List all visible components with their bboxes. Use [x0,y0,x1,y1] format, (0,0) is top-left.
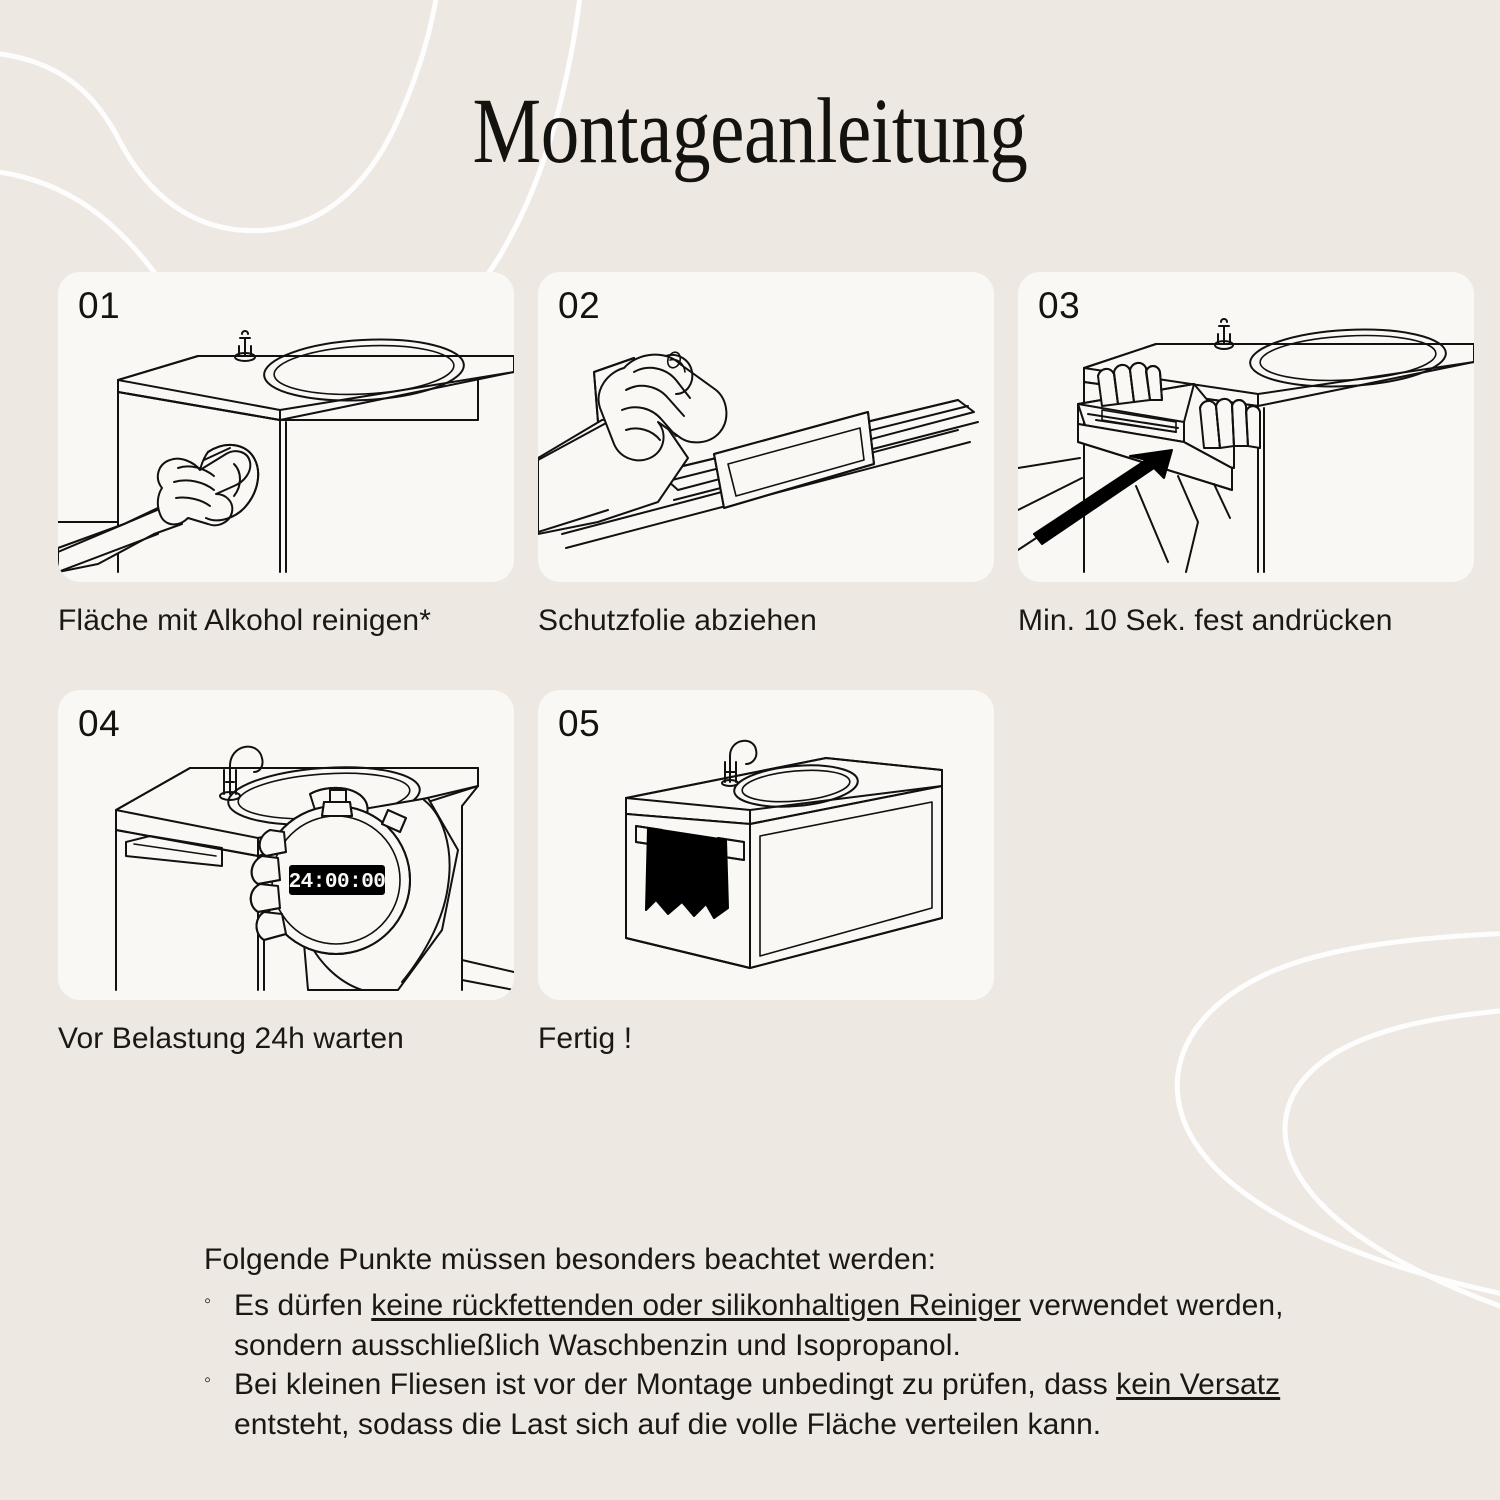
step-01-caption: Fläche mit Alkohol reinigen* [58,604,431,637]
note-lead: Bei kleinen Fliesen ist vor der Montage unbedingt zu prüfen, dass [234,1368,1117,1402]
note-tail: verwendet werden, sondern ausschließlich Waschbenzin und Isopropanol. [234,1289,1284,1362]
illustration-wait-24h [58,690,514,1000]
page-title: Montageanleitung [472,80,1028,183]
note-item [204,1286,1324,1365]
step-02 [538,272,994,638]
note-tail: entsteht, sodass die Last sich auf die volle Fläche verteilen kann. [234,1407,1102,1441]
step-05-caption: Fertig ! [538,1022,633,1055]
note-bullet-icon: ◦ [204,1369,212,1392]
stopwatch-display: 24:00:00 [288,871,386,894]
step-01-card [58,272,514,582]
note-underlined: keine rückfettenden oder silikonhaltigen Reiniger [371,1289,1021,1322]
note-item [204,1365,1324,1444]
step-02-caption: Schutzfolie abziehen [538,604,817,637]
step-01 [58,272,514,638]
note-bullet-icon: ◦ [204,1290,212,1312]
illustration-press-firmly [1018,272,1474,582]
note-lead: Es dürfen [234,1289,372,1322]
notes-heading: Folgende Punkte müssen besonders beachtet werden: [204,1243,937,1276]
pressure-arrow [1034,450,1172,544]
step-02-card [538,272,994,582]
step-04 [58,690,514,1056]
step-05-card [538,690,994,1000]
illustration-peel-film [538,272,994,582]
step-02-number: 02 [558,285,601,326]
illustration-clean-surface [58,272,514,582]
step-05-number: 05 [558,703,601,744]
illustration-finished [538,690,994,1000]
note-text [234,1365,1324,1444]
step-04-card [58,690,514,1000]
notes-section [204,1243,1324,1444]
step-03-card [1018,272,1474,582]
step-03 [1018,272,1474,638]
step-03-number: 03 [1038,285,1081,326]
note-underlined: kein Versatz [1116,1368,1281,1402]
step-01-number: 01 [78,285,121,326]
note-text [234,1286,1324,1365]
step-04-caption: Vor Belastung 24h warten [58,1022,404,1055]
steps-grid [58,272,1446,1056]
step-03-caption: Min. 10 Sek. fest andrücken [1018,604,1393,637]
step-04-number: 04 [78,703,121,744]
step-05 [538,690,994,1056]
